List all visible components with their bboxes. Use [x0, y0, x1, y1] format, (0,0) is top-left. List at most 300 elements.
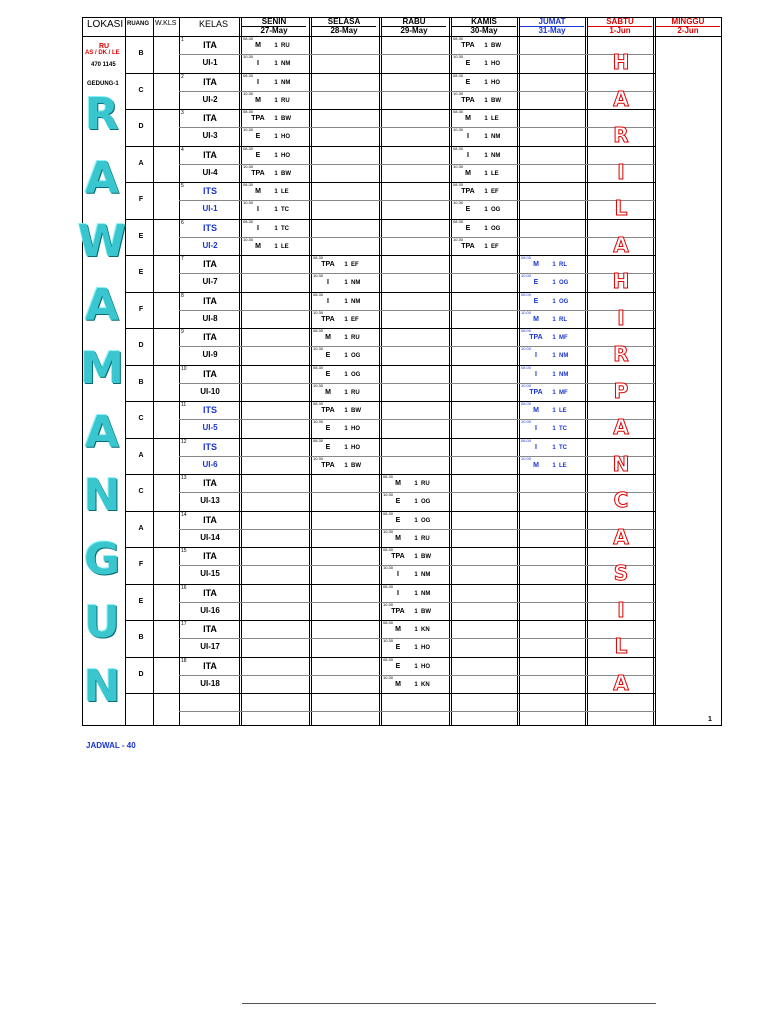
holiday-letter: A [613, 670, 629, 695]
row-number: 7 [181, 256, 184, 262]
row-rule [125, 693, 655, 694]
time-label: 10.00 [521, 419, 532, 425]
day-divider [309, 18, 312, 725]
session-count: 1 [414, 663, 418, 670]
subject-code: TPA [251, 169, 265, 177]
subject-code: E [465, 224, 471, 232]
teacher-code: EF [491, 189, 499, 195]
banner-letter: W [77, 216, 127, 267]
holiday-letter: N [612, 451, 630, 476]
teacher-code: HO [491, 79, 500, 86]
day-divider [653, 18, 656, 725]
subject-code: M [255, 242, 261, 250]
teacher-code: RU [421, 535, 430, 542]
class-name: UI-13 [200, 496, 220, 506]
time-label: 08.30 [383, 547, 394, 552]
schedule-entry [385, 626, 430, 633]
half-row-rule [179, 565, 655, 566]
subject-code: M [325, 334, 331, 341]
session-count: 1 [484, 189, 488, 195]
subject-code: I [467, 133, 469, 141]
schedule-entry [523, 407, 567, 414]
teacher-code: MF [559, 389, 568, 396]
program-name: ITA [203, 660, 217, 671]
day-date: 1-Jun [588, 26, 652, 35]
teacher-code: NM [559, 371, 569, 378]
time-label: 10.30 [383, 528, 394, 534]
subject-code: TPA [321, 261, 335, 268]
day-date: 31-May [520, 26, 584, 35]
teacher-code: LE [281, 243, 289, 250]
row-rule [125, 73, 655, 74]
session-count: 1 [274, 116, 278, 122]
time-label: 10.30 [313, 419, 324, 425]
teacher-code: BW [491, 97, 501, 104]
teacher-code: HO [421, 663, 430, 670]
session-count: 1 [484, 43, 488, 49]
schedule-entry [385, 644, 430, 651]
holiday-letter: H [612, 269, 630, 293]
program-name: ITA [203, 332, 217, 342]
time-label: 10.30 [383, 492, 394, 498]
subject-code: E [395, 516, 401, 524]
time-label: 08.30 [243, 218, 254, 224]
room-code: D [138, 670, 144, 678]
schedule-entry [245, 97, 290, 104]
subject-code: I [397, 571, 399, 579]
subject-code: M [395, 480, 401, 487]
day-header [588, 18, 652, 35]
subject-code: E [533, 279, 539, 287]
program-name: ITA [203, 624, 217, 634]
holiday-letter: A [613, 524, 629, 549]
location-ru: RU [99, 43, 110, 50]
subject-code: I [535, 425, 537, 433]
time-label: 08.00 [521, 291, 532, 297]
time-label: 10.30 [313, 273, 324, 279]
room-code: F [138, 561, 144, 568]
class-name: UI-18 [200, 678, 220, 688]
time-label: 10.30 [243, 127, 254, 133]
holiday-letter: I [617, 597, 625, 622]
banner-letter: M [80, 343, 124, 394]
half-row-rule [179, 602, 655, 603]
schedule-entry [455, 60, 500, 67]
session-count: 1 [274, 79, 278, 86]
teacher-code: TC [281, 207, 289, 214]
teacher-code: KN [421, 681, 430, 688]
program-name: ITA [203, 149, 217, 160]
session-count: 1 [274, 189, 278, 195]
teacher-code: RL [559, 316, 567, 323]
teacher-code: RL [559, 262, 567, 268]
schedule-entry [455, 152, 500, 159]
row-rule [125, 438, 655, 439]
schedule-entry [315, 389, 360, 396]
row-number: 9 [181, 329, 184, 335]
time-label: 10.30 [383, 601, 394, 607]
schedule-entry [245, 206, 289, 213]
schedule-entry [523, 334, 568, 341]
schedule-entry [385, 517, 430, 524]
schedule-entry [315, 298, 360, 305]
day-header [452, 18, 516, 35]
subject-code: M [533, 461, 539, 469]
schedule-entry [315, 407, 361, 414]
schedule-entry [385, 608, 431, 615]
session-count: 1 [552, 298, 556, 305]
teacher-code: OG [421, 499, 431, 506]
teacher-code: RU [351, 389, 360, 396]
teacher-code: NM [491, 152, 501, 159]
subject-code: TPA [461, 242, 475, 250]
program-name: ITS [202, 186, 217, 196]
session-count: 1 [414, 627, 418, 633]
schedule-entry [315, 261, 359, 268]
room-code: B [138, 634, 144, 641]
day-date: 27-May [242, 26, 306, 35]
teacher-code: RU [351, 335, 360, 341]
teacher-code: HO [351, 444, 360, 451]
time-label: 10.30 [313, 309, 324, 315]
schedule-entry [315, 462, 361, 469]
session-count: 1 [484, 152, 488, 159]
teacher-code: EF [351, 262, 359, 268]
subject-code: I [257, 78, 259, 86]
subject-code: I [257, 206, 259, 214]
location-phone: 470 1145 [91, 62, 116, 68]
subject-code: I [467, 151, 469, 159]
time-label: 10.00 [521, 455, 532, 461]
session-count: 1 [414, 499, 418, 506]
session-count: 1 [344, 335, 348, 341]
program-name: ITS [202, 405, 217, 415]
room-code: A [138, 524, 144, 532]
room-code: E [138, 269, 144, 276]
teacher-code: NM [281, 79, 291, 86]
teacher-code: BW [421, 554, 431, 560]
schedule-entry [523, 425, 567, 432]
class-name: UI-10 [200, 386, 220, 396]
subject-code: E [465, 60, 471, 68]
teacher-code: KN [421, 627, 430, 633]
session-count: 1 [274, 207, 278, 214]
session-count: 1 [484, 170, 488, 177]
schedule-entry [385, 498, 430, 505]
row-number: 1 [181, 37, 184, 43]
row-number: 12 [181, 438, 187, 445]
time-label: 08.30 [243, 36, 254, 41]
session-count: 1 [274, 170, 278, 177]
row-rule [125, 292, 655, 293]
schedule-entry [455, 188, 499, 195]
session-count: 1 [484, 61, 488, 68]
room-code: E [138, 597, 144, 605]
holiday-letter: A [613, 86, 629, 111]
class-name: UI-9 [202, 350, 218, 360]
session-count: 1 [344, 444, 348, 451]
subject-code: M [255, 188, 261, 195]
program-name: ITA [203, 76, 217, 87]
subject-code: TPA [321, 461, 335, 469]
time-label: 08.30 [243, 145, 254, 151]
session-count: 1 [344, 262, 348, 268]
class-name: UI-3 [202, 131, 218, 141]
schedule-entry [245, 79, 290, 86]
banner-letter: N [83, 660, 121, 712]
row-number: 16 [181, 584, 187, 591]
time-label: 10.00 [521, 273, 532, 279]
subject-code: E [465, 206, 471, 214]
program-name: ITA [203, 40, 217, 50]
subject-code: M [465, 115, 471, 122]
day-name: SELASA [327, 17, 361, 26]
time-label: 08.30 [453, 145, 464, 151]
teacher-code: NM [421, 590, 431, 597]
day-name: RABU [402, 17, 426, 26]
session-count: 1 [274, 61, 278, 68]
time-label: 08.30 [243, 182, 254, 187]
day-header [520, 18, 584, 35]
banner-letter: A [84, 152, 120, 204]
day-date: 29-May [382, 26, 446, 35]
row-number: 10 [181, 365, 187, 372]
subject-code: TPA [391, 553, 405, 560]
banner-letter: A [84, 279, 120, 331]
day-divider [449, 18, 452, 725]
session-count: 1 [344, 389, 348, 396]
schedule-entry [245, 152, 290, 159]
subject-code: M [533, 261, 539, 268]
teacher-code: BW [351, 462, 361, 469]
session-count: 1 [414, 517, 418, 524]
time-label: 08.00 [521, 328, 532, 333]
half-row-rule [179, 273, 655, 274]
time-label: 08.30 [313, 328, 324, 333]
row-number: 8 [181, 292, 184, 299]
session-count: 1 [552, 389, 556, 396]
row-rule [125, 401, 655, 402]
row-number: 14 [181, 511, 187, 518]
holiday-letter: P [613, 378, 629, 403]
subject-code: TPA [461, 42, 475, 49]
teacher-code: LE [559, 408, 567, 414]
time-label: 10.30 [313, 346, 324, 352]
session-count: 1 [552, 262, 556, 268]
session-count: 1 [484, 225, 488, 232]
session-count: 1 [552, 462, 556, 469]
program-name: ITA [203, 113, 217, 123]
subject-code: M [465, 169, 471, 177]
class-name: UI-15 [200, 569, 220, 579]
holiday-letter: L [614, 634, 628, 658]
row-number: 18 [181, 657, 187, 664]
row-number: 5 [181, 183, 184, 189]
schedule-entry [385, 590, 430, 597]
day-divider [585, 18, 588, 725]
time-label: 08.30 [313, 401, 324, 406]
teacher-code: TC [559, 444, 567, 451]
teacher-code: TC [281, 225, 289, 232]
teacher-code: EF [351, 316, 359, 323]
teacher-code: RU [421, 481, 430, 487]
session-count: 1 [344, 371, 348, 378]
banner-letter: R [85, 89, 119, 140]
header-rule [83, 36, 721, 37]
subject-code: TPA [461, 96, 475, 104]
time-label: 10.30 [243, 200, 254, 206]
room-code: F [138, 196, 144, 203]
schedule-entry [245, 188, 289, 195]
teacher-code: RU [281, 97, 290, 104]
schedule-entry [523, 444, 567, 451]
class-name: UI-1 [202, 58, 218, 68]
class-name: UI-14 [200, 532, 220, 542]
row-number: 17 [181, 621, 187, 627]
schedule-entry [245, 243, 289, 250]
day-name: MINGGU [671, 17, 705, 26]
session-count: 1 [552, 444, 556, 451]
subject-code: M [395, 626, 401, 633]
room-code: A [138, 159, 144, 167]
session-count: 1 [552, 408, 556, 414]
location-building: GEDUNG-1 [87, 81, 119, 87]
schedule-entry [523, 389, 568, 396]
half-row-rule [179, 383, 655, 384]
schedule-entry [523, 261, 567, 268]
class-name: UI-1 [202, 204, 218, 214]
half-row-rule [179, 529, 655, 530]
subject-code: E [395, 498, 401, 506]
time-label: 10.30 [243, 90, 254, 96]
time-label: 08.30 [453, 109, 464, 114]
subject-code: M [325, 388, 331, 396]
subject-code: I [535, 370, 537, 378]
session-count: 1 [414, 481, 418, 487]
subject-code: TPA [461, 188, 475, 195]
row-rule [125, 255, 655, 256]
footer-label: JADWAL - 40 [86, 741, 136, 750]
schedule-entry [385, 663, 430, 670]
subject-code: M [255, 42, 261, 49]
session-count: 1 [274, 243, 278, 250]
schedule-entry [315, 425, 360, 432]
subject-code: M [395, 680, 401, 688]
day-name: KAMIS [471, 17, 497, 26]
subject-code: E [325, 352, 331, 360]
row-rule [125, 109, 655, 110]
program-name: ITA [203, 514, 217, 525]
subject-code: E [533, 297, 539, 305]
session-count: 1 [274, 134, 278, 141]
teacher-code: BW [281, 116, 291, 122]
time-label: 08.30 [313, 364, 324, 370]
schedule-entry [455, 42, 501, 49]
day-divider [517, 18, 520, 725]
class-name: UI-8 [202, 313, 218, 323]
teacher-code: LE [491, 116, 499, 122]
teacher-code: OG [351, 371, 361, 378]
teacher-code: RU [281, 43, 290, 49]
teacher-code: OG [491, 207, 501, 214]
session-count: 1 [344, 408, 348, 414]
time-label: 10.30 [243, 236, 254, 242]
room-code: C [138, 415, 144, 422]
day-name: SENIN [261, 17, 287, 26]
session-count: 1 [552, 316, 556, 323]
row-rule [125, 219, 655, 220]
time-label: 08.30 [383, 510, 394, 516]
banner-letter: A [84, 406, 120, 458]
teacher-code: LE [559, 462, 567, 469]
subject-code: E [255, 151, 261, 159]
teacher-code: BW [421, 608, 431, 615]
time-label: 10.30 [453, 163, 464, 169]
subject-code: M [533, 407, 539, 414]
room-code: B [138, 378, 144, 386]
subject-code: I [327, 297, 329, 305]
program-name: ITS [202, 222, 217, 233]
banner-letter: U [84, 597, 120, 648]
schedule-entry [455, 170, 499, 177]
holiday-letter: R [613, 342, 629, 366]
session-count: 1 [552, 371, 556, 378]
schedule-entry [245, 115, 291, 122]
program-name: ITA [203, 587, 217, 598]
teacher-code: OG [559, 298, 569, 305]
time-label: 08.30 [453, 218, 464, 224]
banner-letter: G [83, 533, 121, 585]
subject-code: I [535, 352, 537, 360]
page-number: 1 [708, 716, 712, 723]
day-header [382, 18, 446, 35]
holiday-letter: H [612, 50, 630, 74]
subject-code: I [327, 279, 329, 287]
room-code: D [138, 123, 144, 130]
time-label: 08.00 [521, 401, 532, 406]
class-name: UI-5 [202, 423, 218, 433]
session-count: 1 [344, 353, 348, 360]
row-rule [125, 328, 655, 329]
class-name: UI-6 [202, 459, 218, 469]
schedule-entry [455, 206, 500, 213]
day-header [312, 18, 376, 35]
teacher-code: HO [351, 426, 360, 433]
day-name: JUMAT [538, 17, 566, 26]
subject-code: M [395, 534, 401, 542]
subject-code: E [255, 133, 261, 141]
half-row-rule [179, 638, 655, 639]
time-label: 10.30 [453, 200, 464, 206]
schedule-entry [523, 371, 568, 378]
teacher-code: NM [559, 353, 569, 360]
row-rule [125, 365, 655, 366]
time-label: 10.30 [383, 638, 394, 644]
schedule-entry [315, 316, 359, 323]
subject-code: E [395, 662, 401, 670]
time-label: 10.30 [313, 455, 324, 461]
room-code: D [138, 342, 144, 349]
program-name: ITA [203, 478, 217, 488]
row-number: 2 [181, 73, 184, 80]
holiday-letter: S [613, 561, 629, 585]
day-header [656, 18, 720, 35]
session-count: 1 [552, 426, 556, 433]
time-label: 08.00 [521, 437, 532, 443]
subject-code: I [397, 589, 399, 597]
session-count: 1 [484, 116, 488, 122]
schedule-entry [315, 371, 360, 378]
